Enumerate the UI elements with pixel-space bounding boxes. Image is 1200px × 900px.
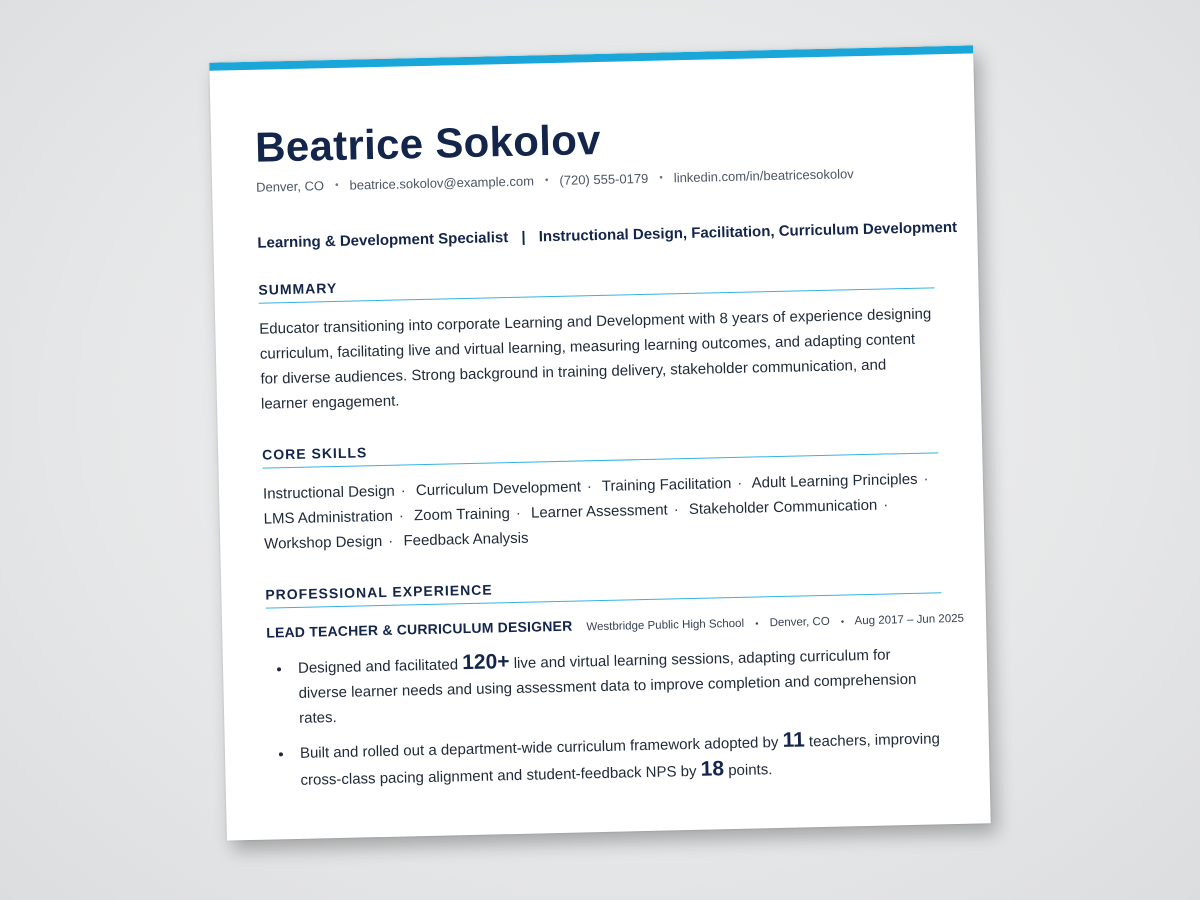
headline-focus: Instructional Design, Facilitation, Curriculum Development (538, 218, 958, 246)
skill-item: Workshop Design (264, 533, 383, 553)
resume-sheet (209, 45, 990, 840)
skill-separator: · (515, 504, 522, 523)
bullet-text: points. (723, 761, 773, 780)
metric-value: 18 (700, 757, 725, 781)
contact-email: beatrice.sokolov@example.com (349, 173, 535, 193)
summary-section (258, 266, 937, 416)
headline (257, 218, 958, 252)
candidate-name: Beatrice Sokolov (254, 115, 602, 171)
summary-text: Educator transitioning into corporate Learning and Development with 8 years of experience designing curriculum, facilitating live and virtual learning, measuring learning outcomes, and adapting content for diverse audiences. Strong background in training delivery, stakeholder communication, and learner engagement. (259, 305, 932, 413)
skill-separator: · (400, 482, 406, 500)
skill-separator: · (388, 532, 394, 550)
skills-list (263, 466, 941, 556)
list-item (294, 724, 946, 793)
skill-separator: · (673, 501, 679, 519)
headline-divider: | (521, 228, 526, 246)
skill-item: Curriculum Development (415, 478, 582, 500)
role-title: LEAD TEACHER & CURRICULUM DESIGNER (266, 617, 573, 641)
resume-content (254, 110, 965, 801)
contact-phone: (720) 555-0179 (559, 170, 649, 188)
role-location: Denver, CO (769, 615, 830, 630)
skill-item: Learner Assessment (530, 501, 668, 522)
skill-item: Instructional Design (262, 482, 395, 503)
section-heading: PROFESSIONAL EXPERIENCE (265, 571, 941, 608)
list-item (292, 639, 945, 731)
role-dates: Aug 2017 – Jun 2025 (854, 612, 965, 628)
skill-item: Zoom Training (413, 505, 511, 525)
contact-linkedin: linkedin.com/in/beatricesokolov (673, 166, 854, 186)
role-header (266, 609, 965, 641)
contact-separator: • (334, 179, 339, 192)
skill-item: Feedback Analysis (403, 529, 529, 550)
experience-section (265, 571, 965, 793)
resume-page (209, 45, 990, 840)
skill-item: Adult Learning Principles (751, 470, 918, 492)
bullet-text: Designed and facilitated (297, 656, 463, 678)
role-employer: Westbridge Public High School (586, 617, 745, 634)
contact-line (256, 164, 932, 194)
bullet-text: Built and rolled out a department-wide curriculum framework adopted by (299, 734, 783, 762)
metric-value: 11 (782, 728, 806, 753)
role-meta (586, 613, 964, 634)
skill-separator: · (586, 478, 593, 496)
headline-title: Learning & Development Specialist (257, 229, 509, 252)
role-separator: • (840, 616, 845, 627)
contact-separator: • (544, 175, 549, 187)
experience-bullets (267, 639, 946, 793)
skill-item: LMS Administration (263, 507, 394, 528)
metric-value: 120+ (461, 650, 510, 675)
contact-separator: • (659, 172, 663, 184)
contact-location: Denver, CO (255, 178, 325, 195)
skills-section (262, 431, 940, 556)
role-separator: • (755, 618, 759, 629)
bullet-text: teachers, improving cross-class pacing alignment and student-feedback NPS by (300, 730, 941, 789)
section-heading: SUMMARY (258, 266, 934, 303)
skill-separator: · (883, 496, 889, 514)
skill-separator: · (737, 474, 743, 492)
skill-item: Stakeholder Communication (688, 496, 878, 519)
bullet-text: live and virtual learning sessions, adapting curriculum for diverse learner needs and using assessment data to improve completion and comprehension rates. (298, 646, 917, 727)
section-heading: CORE SKILLS (262, 431, 938, 468)
skill-separator: · (923, 470, 929, 488)
skill-separator: · (398, 507, 405, 525)
skill-item: Training Facilitation (601, 475, 732, 496)
